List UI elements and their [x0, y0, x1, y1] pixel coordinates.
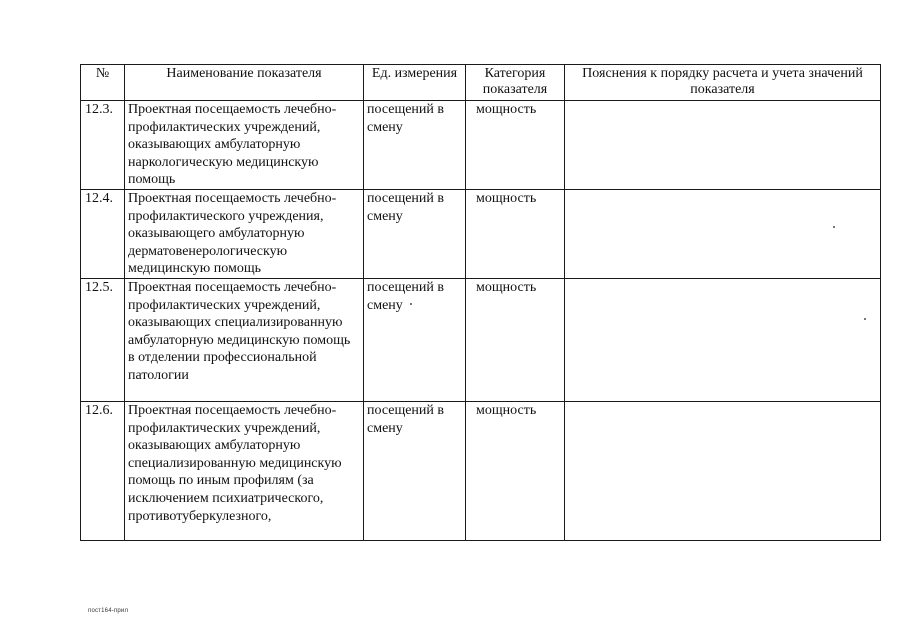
row-unit: посещений в смену — [364, 278, 466, 401]
row-category: мощность — [466, 401, 565, 540]
table-row — [81, 101, 881, 190]
row-name: Проектная посещаемость лечебно-профилактических учреждений, оказывающих амбулаторную специализированную медицинскую помощь по иным профилям (за исключением психиатрического, противотуберкулезного, — [128, 402, 342, 524]
row-notes — [565, 189, 881, 278]
row-notes — [565, 101, 881, 190]
table-row — [81, 278, 881, 401]
row-unit: посещений в смену — [364, 401, 466, 540]
row-notes — [565, 278, 881, 401]
header-unit: Ед. измерения — [364, 65, 466, 101]
header-category: Категория показателя — [466, 65, 565, 101]
row-name: Проектная посещаемость лечебно-профилактических учреждений, оказывающих амбулаторную наркологическую медицинскую помощь — [125, 101, 364, 190]
row-num: 12.6. — [81, 401, 125, 540]
indicators-table — [80, 64, 881, 541]
table-header-row — [81, 65, 881, 101]
scan-speck — [864, 318, 866, 320]
row-num: 12.3. — [81, 101, 125, 190]
row-category: мощность — [466, 189, 565, 278]
row-category: мощность — [466, 101, 565, 190]
row-name-cell — [125, 401, 364, 540]
row-category: мощность — [466, 278, 565, 401]
row-unit: посещений в смену — [364, 189, 466, 278]
header-notes: Пояснения к порядку расчета и учета значений показателя — [565, 65, 881, 101]
table-row — [81, 401, 881, 540]
row-name: Проектная посещаемость лечебно-профилактических учреждений, оказывающих специализированную амбулаторную медицинскую помощь в отделении профессиональной патологии — [125, 278, 364, 401]
row-num: 12.4. — [81, 189, 125, 278]
footer-file-label: пост164-прил — [88, 608, 129, 614]
table-row — [81, 189, 881, 278]
header-name: Наименование показателя — [125, 65, 364, 101]
row-num: 12.5. — [81, 278, 125, 401]
scan-speck — [410, 303, 412, 305]
header-num: № — [81, 65, 125, 101]
scan-speck — [833, 226, 835, 228]
row-name: Проектная посещаемость лечебно-профилактического учреждения, оказывающего амбулаторную дерматовенерологическую медицинскую помощь — [125, 189, 364, 278]
row-unit: посещений в смену — [364, 101, 466, 190]
row-notes — [565, 401, 881, 540]
